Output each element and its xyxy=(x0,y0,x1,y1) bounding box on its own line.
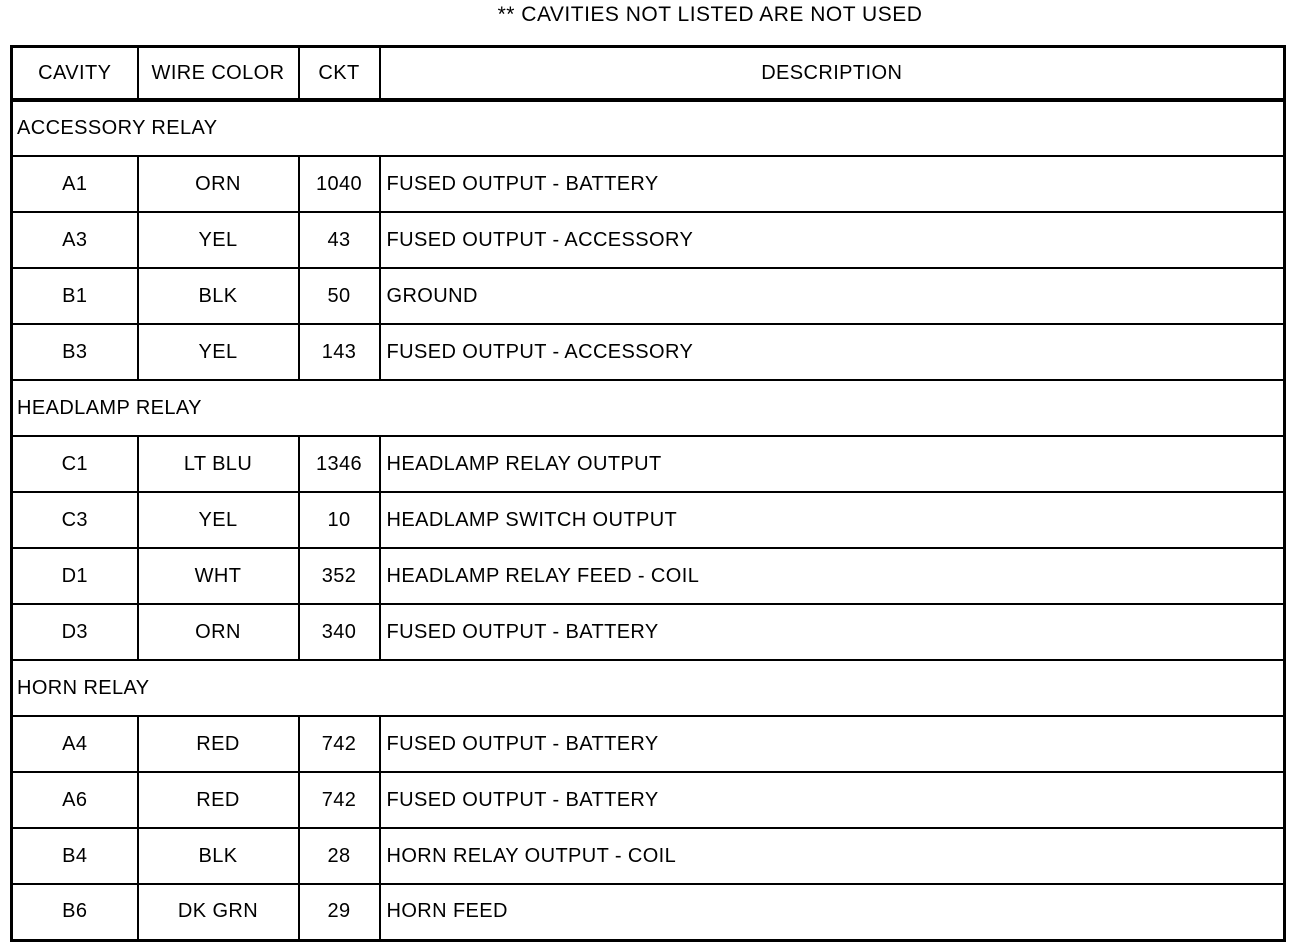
wire-color-cell: ORN xyxy=(138,604,299,660)
description-cell: FUSED OUTPUT - BATTERY xyxy=(380,604,1285,660)
description-cell: FUSED OUTPUT - BATTERY xyxy=(380,772,1285,828)
table-row xyxy=(12,828,1285,884)
table-row xyxy=(12,884,1285,940)
ckt-cell: 1346 xyxy=(299,436,380,492)
wire-color-cell: YEL xyxy=(138,324,299,380)
table-row xyxy=(12,324,1285,380)
wire-color-cell: WHT xyxy=(138,548,299,604)
ckt-cell: 742 xyxy=(299,716,380,772)
cavity-cell: B6 xyxy=(12,884,138,940)
ckt-cell: 10 xyxy=(299,492,380,548)
header-description: DESCRIPTION xyxy=(380,47,1285,101)
ckt-cell: 28 xyxy=(299,828,380,884)
description-cell: HEADLAMP RELAY FEED - COIL xyxy=(380,548,1285,604)
ckt-cell: 43 xyxy=(299,212,380,268)
section-title: HEADLAMP RELAY xyxy=(12,380,1285,436)
description-cell: FUSED OUTPUT - BATTERY xyxy=(380,156,1285,212)
cavity-cell: A4 xyxy=(12,716,138,772)
section-title: ACCESSORY RELAY xyxy=(12,100,1285,156)
cavity-cell: B3 xyxy=(12,324,138,380)
ckt-cell: 50 xyxy=(299,268,380,324)
cavity-cell: A1 xyxy=(12,156,138,212)
ckt-cell: 143 xyxy=(299,324,380,380)
wire-color-cell: RED xyxy=(138,716,299,772)
unused-cavities-note: ** CAVITIES NOT LISTED ARE NOT USED xyxy=(497,3,923,26)
cavity-cell: A3 xyxy=(12,212,138,268)
wire-color-cell: ORN xyxy=(138,156,299,212)
cavity-cell: A6 xyxy=(12,772,138,828)
wire-color-cell: BLK xyxy=(138,268,299,324)
connector-wiring-table xyxy=(10,45,1286,942)
table-row xyxy=(12,268,1285,324)
section-headlamp-relay xyxy=(12,380,1285,436)
cavity-cell: C1 xyxy=(12,436,138,492)
table-row xyxy=(12,492,1285,548)
table-row xyxy=(12,548,1285,604)
ckt-cell: 352 xyxy=(299,548,380,604)
wire-color-cell: YEL xyxy=(138,492,299,548)
description-cell: HORN FEED xyxy=(380,884,1285,940)
table-row xyxy=(12,156,1285,212)
section-horn-relay xyxy=(12,660,1285,716)
wire-color-cell: YEL xyxy=(138,212,299,268)
description-cell: FUSED OUTPUT - ACCESSORY xyxy=(380,212,1285,268)
description-cell: HORN RELAY OUTPUT - COIL xyxy=(380,828,1285,884)
table-row xyxy=(12,716,1285,772)
section-accessory-relay xyxy=(12,100,1285,156)
ckt-cell: 340 xyxy=(299,604,380,660)
ckt-cell: 1040 xyxy=(299,156,380,212)
cavity-cell: C3 xyxy=(12,492,138,548)
description-cell: HEADLAMP SWITCH OUTPUT xyxy=(380,492,1285,548)
wire-color-cell: RED xyxy=(138,772,299,828)
cavity-cell: B1 xyxy=(12,268,138,324)
cavity-cell: B4 xyxy=(12,828,138,884)
wire-color-cell: DK GRN xyxy=(138,884,299,940)
table-row xyxy=(12,436,1285,492)
wire-color-cell: LT BLU xyxy=(138,436,299,492)
table-row xyxy=(12,604,1285,660)
table-row xyxy=(12,772,1285,828)
description-cell: FUSED OUTPUT - ACCESSORY xyxy=(380,324,1285,380)
ckt-cell: 29 xyxy=(299,884,380,940)
table-header-row xyxy=(12,47,1285,101)
description-cell: GROUND xyxy=(380,268,1285,324)
header-wire-color: WIRE COLOR xyxy=(138,47,299,101)
section-title: HORN RELAY xyxy=(12,660,1285,716)
wire-color-cell: BLK xyxy=(138,828,299,884)
cavity-cell: D3 xyxy=(12,604,138,660)
header-ckt: CKT xyxy=(299,47,380,101)
description-cell: HEADLAMP RELAY OUTPUT xyxy=(380,436,1285,492)
cavity-cell: D1 xyxy=(12,548,138,604)
table-row xyxy=(12,212,1285,268)
ckt-cell: 742 xyxy=(299,772,380,828)
description-cell: FUSED OUTPUT - BATTERY xyxy=(380,716,1285,772)
header-cavity: CAVITY xyxy=(12,47,138,101)
